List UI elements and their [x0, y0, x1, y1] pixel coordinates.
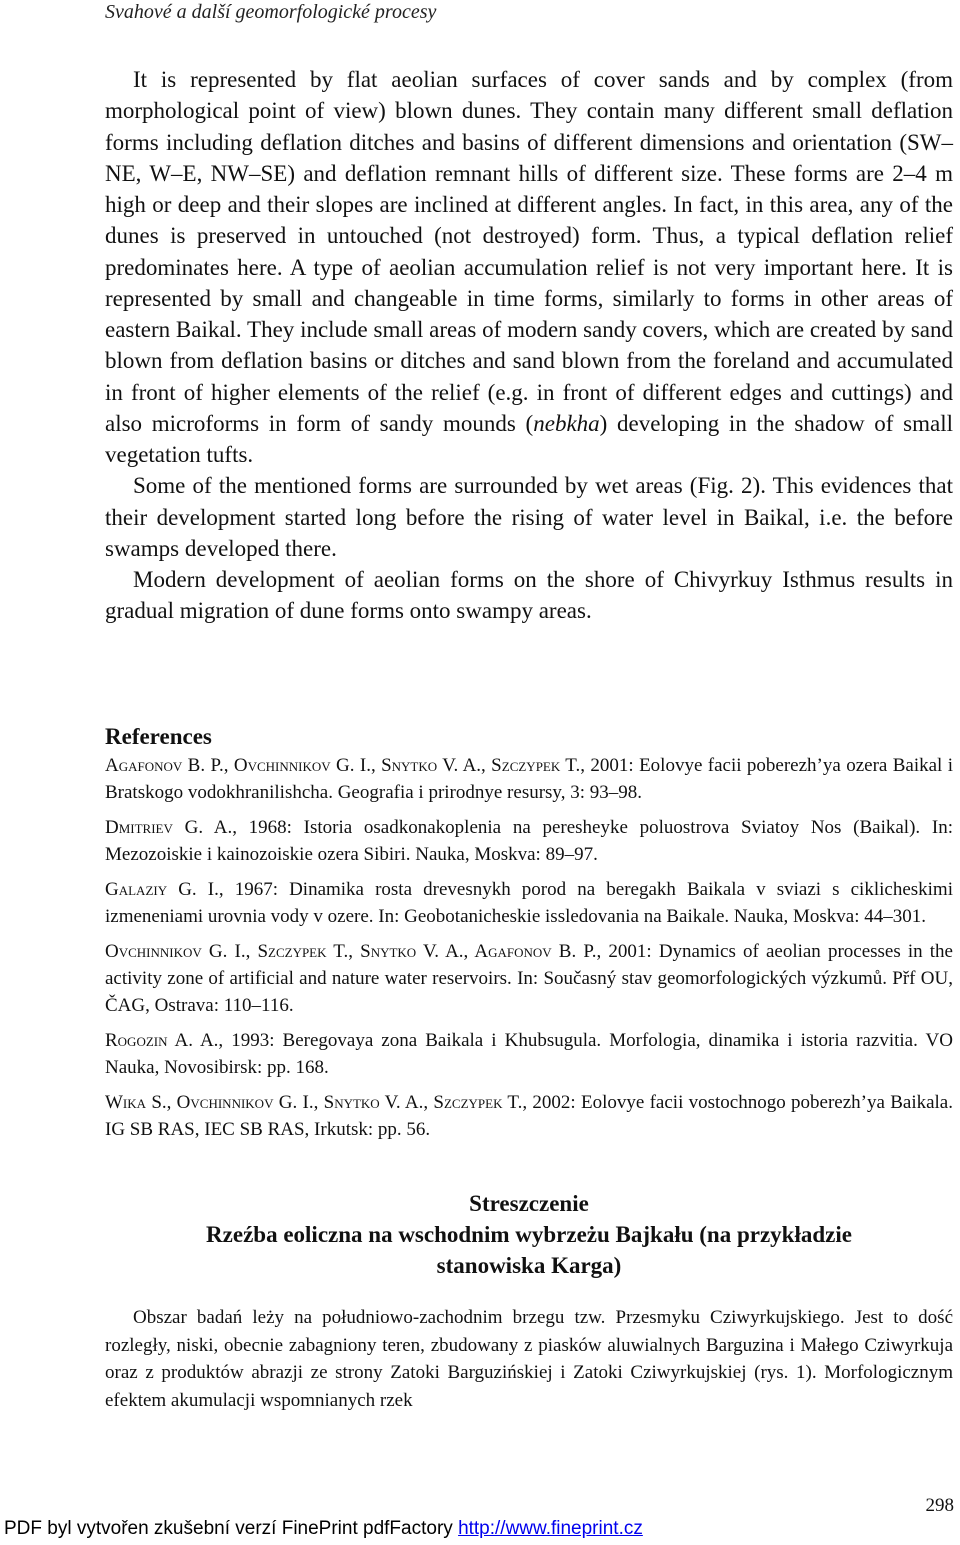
- footer-link[interactable]: http://www.fineprint.cz: [458, 1518, 643, 1539]
- reference-text: , 1967: Dinamika rosta drevesnykh porod na beregakh Baikala v sviazi s ciklicheskimi izmeneniami urovnia vody v ozere. In: Geobotanicheskie issledovania na Baikale. Nauka, Moskva: 44–301.: [105, 879, 953, 927]
- reference-authors: Rogozin A. A.: [105, 1030, 219, 1051]
- running-head: Svahové a další geomorfologické procesy: [105, 1, 437, 23]
- reference-authors: Galaziy G. I.: [105, 879, 219, 900]
- reference-authors: Agafonov B. P., Ovchinnikov G. I., Snytko V. A., Szczypek T.: [105, 755, 581, 776]
- page-number: 298: [925, 1495, 954, 1516]
- reference-item: [105, 1027, 953, 1081]
- references-list: [105, 752, 953, 1151]
- summary-heading: Streszczenie: [469, 1191, 589, 1216]
- italic-term: nebkha: [533, 410, 600, 436]
- reference-authors: Wika S., Ovchinnikov G. I., Snytko V. A., Szczypek T.: [105, 1092, 523, 1113]
- references-heading: References: [105, 724, 212, 749]
- paragraph-1: It is represented by flat aeolian surfaces of cover sands and by complex (from morphological point of view) blown dunes. They contain many different small deflation forms including deflation ditches and basins of different dimensions and orientation (SW–NE, W–E, NW–SE) and deflation remnant hills of different size. These forms are 2–4 m high or deep and their slopes are inclined at different angles. In fact, in this area, any of the dunes is preserved in untouched (not destroyed) form. Thus, a typical deflation relief predominates here. A type of aeolian accumulation relief is not very important here. It is represented by small and changeable in time forms, similarly to forms in other areas of eastern Baikal. They include small areas of modern sandy covers, which are created by sand blown from deflation basins or ditches and sand blown from the foreland and accumulated in front of higher elements of the relief (e.g. in front of different edges and cuttings) and also microforms in form of sandy mounds (nebkha) developing in the shadow of small vegetation tufts.: [105, 67, 953, 467]
- summary-title-line-2: stanowiska Karga): [436, 1253, 622, 1278]
- reference-text: , 1968: Istoria osadkonakoplenia na peresheyke poluostrova Sviatoy Nos (Baikal). In: Mezozoiskie i kainozoiskie ozera Sibiri. Nauka, Moskva: 89–97.: [105, 817, 953, 865]
- reference-text: , 2002: Eolovye facii vostochnogo poberezh’ya Baikala. IG SB RAS, IEC SB RAS, Irkutsk: pp. 56.: [105, 1092, 953, 1140]
- paragraph-3: Modern development of aeolian forms on the shore of Chivyrkuy Isthmus results in gradual migration of dune forms onto swampy areas.: [105, 567, 953, 624]
- reference-authors: Dmitriev G. A.: [105, 817, 233, 838]
- reference-text: , 2001: Dynamics of aeolian processes in the activity zone of artificial and nature water reservoirs. In: Současný stav geomorfologických výzkumů. Přf OU, ČAG, Ostrava: 110–116.: [105, 941, 953, 1016]
- reference-item: [105, 814, 953, 868]
- summary-title-line-1: Rzeźba eoliczna na wschodnim wybrzeżu Bajkału (na przykładzie: [206, 1222, 852, 1247]
- paragraph-2: Some of the mentioned forms are surrounded by wet areas (Fig. 2). This evidences that their development started long before the rising of water level in Baikal, i.e. the before swamps developed there.: [105, 473, 953, 561]
- summary-title-block: [105, 1188, 953, 1281]
- reference-text: , 2001: Eolovye facii poberezh’ya ozera Baikal i Bratskogo vodokhranilishcha. Geografia i prirodnye resursy, 3: 93–98.: [105, 755, 953, 803]
- reference-authors: Ovchinnikov G. I., Szczypek T., Snytko V. A., Agafonov B. P.: [105, 941, 597, 962]
- summary-text: [105, 1304, 953, 1414]
- reference-text: , 1993: Beregovaya zona Baikala i Khubsugula. Morfologia, dinamika i istoria razvitia. VO Nauka, Novosibirsk: pp. 168.: [105, 1030, 953, 1078]
- reference-item: [105, 938, 953, 1019]
- reference-item: [105, 876, 953, 930]
- body-text: [105, 64, 953, 627]
- pdf-footer: [4, 1517, 643, 1541]
- reference-item: [105, 752, 953, 806]
- footer-text: PDF byl vytvořen zkušební verzí FinePrint pdfFactory: [4, 1518, 459, 1539]
- summary-paragraph: Obszar badań leży na południowo-zachodnim brzegu tzw. Przesmyku Cziwyrkujskiego. Jest to dość rozległy, niski, obecnie zabagniony teren, zbudowany z piasków aluwialnych Barguzina i Małego Cziwyrkuja oraz z produktów abrazji ze strony Zatoki Barguzińskiej i Zatoki Cziwyrkujskiej (rys. 1). Morfologicznym efektem akumulacji wspomnianych rzek: [105, 1307, 953, 1411]
- reference-item: [105, 1089, 953, 1143]
